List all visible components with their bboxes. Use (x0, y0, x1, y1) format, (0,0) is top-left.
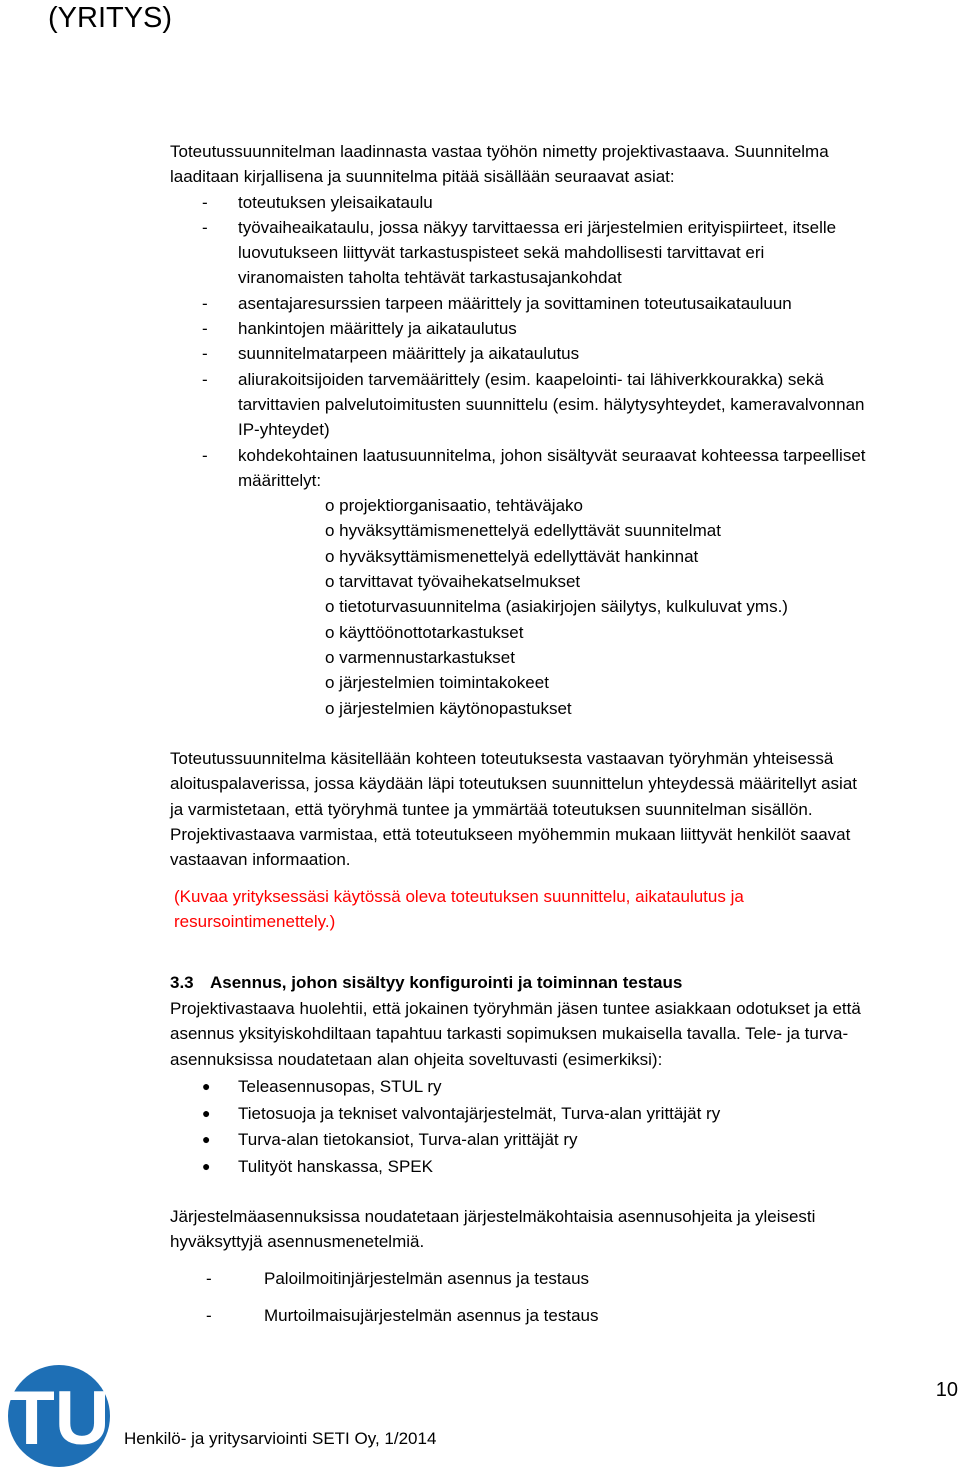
instruction-note (174, 884, 744, 935)
sub-list-item: o tarvittavat työvaihekatselmukset (325, 572, 581, 592)
bullet-marker: ● (202, 1157, 211, 1174)
note-line: (Kuvaa yrityksessäsi käytössä oleva toteutuksen suunnittelu, aikataulutus ja (174, 887, 744, 906)
list-item-text: kohdekohtainen laatusuunnitelma, johon sisältyvät seuraavat kohteessa tarpeelliset (238, 445, 866, 465)
dash-marker: - (202, 192, 208, 212)
list-item (170, 316, 866, 341)
intro-line: laaditaan kirjallisena ja suunnitelma pitää sisällään seuraavat asiat: (170, 167, 675, 187)
bullet-item (170, 1074, 861, 1101)
section-body (170, 996, 861, 1180)
paragraph-line: asennus yksityiskohdiltaan tapahtuu tarkasti sopimuksen mukaisella tavalla. Tele- ja turva- (170, 1024, 849, 1044)
paragraph-line: Toteutussuunnitelma käsitellään kohteen toteutuksesta vastaavan työryhmän yhteisessä (170, 749, 834, 768)
list-item (170, 443, 866, 468)
dash-marker: - (202, 217, 208, 237)
bullet-item (170, 1153, 861, 1180)
list-item (170, 190, 866, 215)
list-item-text: suunnitelmatarpeen määrittely ja aikataulutus (238, 344, 580, 364)
list-item-text: asentajaresurssien tarpeen määrittely ja sovittaminen toteutusaikatauluun (238, 293, 792, 313)
sub-list-item: o tietoturvasuunnitelma (asiakirjojen säilytys, kulkuluvat yms.) (325, 597, 788, 617)
bullet-marker: ● (202, 1131, 211, 1148)
bullet-marker: ● (202, 1078, 211, 1095)
bullet-item (170, 1100, 861, 1127)
section-title: Asennus, johon sisältyy konfigurointi ja toiminnan testaus (210, 973, 683, 992)
sub-list-item: o käyttöönottotarkastukset (325, 622, 524, 642)
list-item (170, 1266, 599, 1303)
dash-marker: - (206, 1306, 212, 1325)
dash-marker: - (202, 293, 208, 313)
sub-list-item: o hyväksyttämismenettelyä edellyttävät hankinnat (325, 546, 699, 566)
list-item-text: hankintojen määrittely ja aikataulutus (238, 319, 517, 339)
sub-list-item: o järjestelmien käytönopastukset (325, 698, 572, 718)
paragraph-line: hyväksyttyjä asennusmenetelmiä. (170, 1232, 425, 1252)
bullet-item (170, 1127, 861, 1154)
list-item-continuation: IP-yhteydet) (238, 420, 330, 440)
list-item (170, 367, 866, 392)
paragraph-line: aloituspalaverissa, jossa käydään läpi toteutuksen suunnittelun yhteydessä määritellyt asiat (170, 774, 858, 794)
list-item-text: työvaiheaikataulu, jossa näkyy tarvittaessa eri järjestelmien erityispiirteet, itselle (238, 217, 837, 237)
test-list (170, 1266, 599, 1328)
paragraph-line: Projektivastaava varmistaa, että toteutukseen myöhemmin mukaan liittyvät henkilöt saavat (170, 824, 851, 844)
list-item (170, 341, 866, 366)
bullet-text: Tulityöt hanskassa, SPEK (238, 1156, 433, 1176)
list-item-continuation: tarvittavien palvelutoimitusten suunnittelu (esim. hälytysyhteydet, kameravalvonnan (238, 394, 865, 414)
bullet-text: Tietosuoja ja tekniset valvontajärjestelmät, Turva-alan yrittäjät ry (238, 1103, 721, 1123)
svg-text:TU: TU (8, 1376, 110, 1461)
dash-marker: - (202, 369, 208, 389)
bullet-text: Teleasennusopas, STUL ry (238, 1077, 442, 1097)
intro-block (170, 139, 866, 721)
bullet-marker: ● (202, 1104, 211, 1121)
paragraph-line: Järjestelmäasennuksissa noudatetaan järjestelmäkohtaisia asennusohjeita ja yleisesti (170, 1207, 816, 1226)
list-item (170, 215, 866, 240)
paragraph-line: Projektivastaava huolehtii, että jokainen työryhmän jäsen tuntee asiakkaan odotukset ja että (170, 999, 861, 1018)
sub-list-item: o hyväksyttämismenettelyä edellyttävät suunnitelmat (325, 521, 721, 541)
paragraph-line: vastaavan informaation. (170, 850, 351, 870)
page-header: (YRITYS) (48, 2, 173, 34)
list-item (170, 1303, 599, 1328)
footer-text: Henkilö- ja yritysarviointi SETI Oy, 1/2014 (124, 1429, 437, 1448)
sub-list-item: o varmennustarkastukset (325, 647, 515, 667)
list-item-text: toteutuksen yleisaikataulu (238, 192, 433, 212)
installation-paragraph (170, 1204, 815, 1255)
dash-marker: - (202, 319, 208, 339)
list-item-continuation: määrittelyt: (238, 470, 322, 490)
dash-marker: - (202, 445, 208, 465)
bullet-text: Turva-alan tietokansiot, Turva-alan yrittäjät ry (238, 1130, 578, 1150)
section-number: 3.3 (170, 973, 194, 992)
paragraph-line: asennuksissa noudatetaan alan ohjeita soveltuvasti (esimerkiksi): (170, 1049, 663, 1069)
intro-line: Toteutussuunnitelman laadinnasta vastaa työhön nimetty projektivastaava. Suunnitelma (170, 142, 829, 161)
sub-list-item: o projektiorganisaatio, tehtäväjako (325, 496, 583, 516)
company-logo (6, 1364, 112, 1468)
list-item-continuation: luovutukseen liittyvät tarkastuspisteet sekä mahdollisesti tarvittavat eri (238, 243, 765, 263)
list-item (170, 291, 866, 316)
section-heading (170, 970, 682, 995)
dash-marker: - (206, 1269, 212, 1288)
dash-marker: - (202, 344, 208, 364)
list-item-continuation: viranomaisten taholta tehtävät tarkastusajankohdat (238, 268, 622, 288)
list-item-text: Murtoilmaisujärjestelmän asennus ja testaus (264, 1306, 599, 1325)
paragraph-line: ja varmistetaan, että työryhmä tuntee ja ymmärtää toteutuksen suunnitelman sisällön. (170, 799, 813, 819)
page-number: 10 (935, 1379, 958, 1401)
list-item-text: aliurakoitsijoiden tarvemäärittely (esim. kaapelointi- tai lähiverkkourakka) sekä (238, 369, 824, 389)
list-item-text: Paloilmoitinjärjestelmän asennus ja testaus (264, 1269, 590, 1288)
review-paragraph (170, 746, 857, 872)
note-line: resursointimenettely.) (174, 912, 336, 932)
sub-list-item: o järjestelmien toimintakokeet (325, 673, 549, 693)
